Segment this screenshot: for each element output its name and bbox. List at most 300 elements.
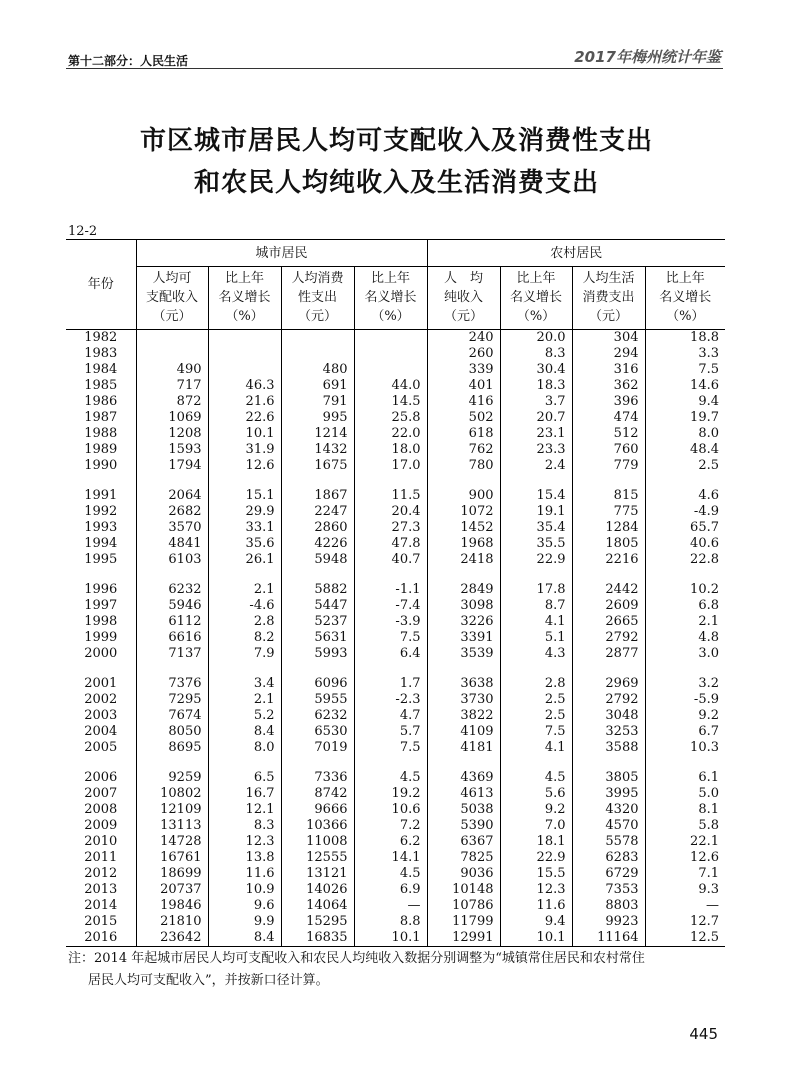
year-cell: 2013 [84,882,118,897]
column-header-line: 比上年 [516,271,556,286]
table-cell: 1593 [136,442,208,458]
table-cell: 10148 [427,882,500,898]
table-cell: 7.5 [500,724,572,740]
table-cell: 5882 [281,582,354,598]
table-cell: 12.7 [645,914,725,930]
table-row [66,818,725,834]
column-header [572,267,645,330]
yearbook-title: 2017年梅州统计年鉴 [574,48,721,66]
table-cell: 3822 [427,708,500,724]
year-cell: 1996 [84,582,118,597]
table-cell: 5631 [281,630,354,646]
table-cell: 13121 [281,866,354,882]
header-rule [66,68,723,69]
table-cell: 762 [427,442,500,458]
table-cell: 12.6 [645,850,725,866]
table-cell: 7.5 [354,630,427,646]
column-header-line: 人均消费 [291,271,344,286]
table-row [66,786,725,802]
column-header-line: 消费支出 [582,290,635,305]
column-header-line: 人均可 [152,271,192,286]
year-cell: 2016 [66,930,136,947]
column-header [281,267,354,330]
table-row [66,488,725,504]
year-cell: 2009 [84,818,118,833]
table-cell: 2.5 [500,692,572,708]
table-cell: 22.6 [208,410,281,426]
table-cell [208,330,281,347]
year-cell: 1988 [84,426,118,441]
table-cell: 7.2 [354,818,427,834]
table-cell: 1968 [427,536,500,552]
table-cell: 9259 [136,770,208,786]
table-cell: 4570 [572,818,645,834]
table-cell: 40.6 [645,536,725,552]
year-cell: 1990 [84,458,118,473]
page-title-line2: 和农民人均纯收入及生活消费支出 [193,168,599,198]
column-header-line: （%） [516,309,556,324]
table-cell: 7.0 [500,818,572,834]
table-cell: 6232 [136,582,208,598]
table-cell: 47.8 [354,536,427,552]
table-cell: 9.2 [500,802,572,818]
table-cell: 65.7 [645,520,725,536]
group-spacer [66,662,725,676]
column-header-line: （%） [371,309,410,324]
table-cell: 6283 [572,850,645,866]
table-cell: 480 [281,362,354,378]
table-cell: 26.1 [208,552,281,568]
year-cell: 1984 [84,362,118,377]
table-cell: 2064 [136,488,208,504]
table-cell: 12.3 [500,882,572,898]
table-cell: 11.5 [354,488,427,504]
table-cell: 396 [572,394,645,410]
table-cell: 5.6 [500,786,572,802]
table-cell: 3.0 [645,646,725,662]
table-cell: 7376 [136,676,208,692]
year-cell: 1986 [84,394,118,409]
table-cell: 3995 [572,786,645,802]
table-cell: 3253 [572,724,645,740]
year-cell: 1994 [84,536,118,551]
year-header: 年份 [66,240,136,330]
table-row [66,898,725,914]
table-cell [354,346,427,362]
table-row [66,676,725,692]
table-cell: 9.6 [208,898,281,914]
table-cell: 7.1 [645,866,725,882]
year-cell: 2011 [84,850,118,865]
table-cell: 18.0 [354,442,427,458]
year-cell: 1983 [84,346,118,361]
table-cell: 4.8 [645,630,725,646]
table-cell: 3539 [427,646,500,662]
column-header [208,267,281,330]
year-cell: 2001 [84,676,118,691]
table-cell: 12.5 [645,930,725,947]
table-cell: 6.7 [645,724,725,740]
table-cell: 8.8 [354,914,427,930]
table-cell: 6.4 [354,646,427,662]
table-cell: 11.6 [208,866,281,882]
table-row [66,346,725,362]
table-cell: 14026 [281,882,354,898]
year-cell: 2002 [84,692,118,707]
year-cell: 1995 [84,552,118,567]
page-number: 445 [689,1025,718,1043]
table-cell: 401 [427,378,500,394]
year-cell: 1982 [84,330,118,345]
table-cell: 7295 [136,692,208,708]
table-cell: 5946 [136,598,208,614]
table-cell: 3.2 [645,676,725,692]
table-cell: 15.1 [208,488,281,504]
column-header-line: 比上年 [665,271,705,286]
table-cell: 7825 [427,850,500,866]
table-cell: 23.3 [500,442,572,458]
table-cell: 502 [427,410,500,426]
table-cell: 872 [136,394,208,410]
table-cell: 10.1 [500,930,572,947]
table-cell: 791 [281,394,354,410]
table-cell [354,330,427,347]
table-cell: — [354,898,427,914]
table-row [66,708,725,724]
table-cell: 11008 [281,834,354,850]
table-cell: 339 [427,362,500,378]
table-cell: 1208 [136,426,208,442]
table-cell: 4613 [427,786,500,802]
table-cell: 7.5 [354,740,427,756]
table-cell: 8.3 [500,346,572,362]
table-cell: 15.5 [500,866,572,882]
table-cell: 1284 [572,520,645,536]
table-cell: 4369 [427,770,500,786]
table-cell: 11.6 [500,898,572,914]
table-row [66,504,725,520]
table-cell: 4.5 [354,770,427,786]
rural-group-header: 农村居民 [427,240,725,267]
table-cell: 9036 [427,866,500,882]
table-row [66,834,725,850]
table-cell: 5993 [281,646,354,662]
table-cell: 5955 [281,692,354,708]
table-cell: 8.4 [208,930,281,947]
table-cell: 4.3 [500,646,572,662]
table-cell: 6.2 [354,834,427,850]
column-header-line: 比上年 [224,271,264,286]
table-cell: 5237 [281,614,354,630]
column-header [354,267,427,330]
table-number: 12-2 [68,224,98,239]
table-cell: 27.3 [354,520,427,536]
table-cell: 8050 [136,724,208,740]
column-header [645,267,725,330]
table-cell: 5.7 [354,724,427,740]
group-spacer [66,756,725,770]
table-cell: 4320 [572,802,645,818]
table-row [66,536,725,552]
table-row [66,362,725,378]
table-cell: 2.4 [500,458,572,474]
table-cell [136,346,208,362]
table-cell: 2792 [572,692,645,708]
table-cell: 4181 [427,740,500,756]
table-cell: 14.5 [354,394,427,410]
table-cell: 21.6 [208,394,281,410]
table-cell: 46.3 [208,378,281,394]
table-cell: 10.6 [354,802,427,818]
table-cell: 474 [572,410,645,426]
table-cell: 7137 [136,646,208,662]
table-cell: 815 [572,488,645,504]
year-cell: 2004 [84,724,118,739]
table-cell: 2.8 [500,676,572,692]
table-cell: 10.9 [208,882,281,898]
table-cell: 18699 [136,866,208,882]
table-row [66,930,725,947]
table-cell: 6096 [281,676,354,692]
table-cell: 12.6 [208,458,281,474]
year-cell: 1999 [84,630,118,645]
table-cell: 416 [427,394,500,410]
year-cell: 1989 [84,442,118,457]
table-row [66,552,725,568]
table-cell: 23642 [136,930,208,947]
table-cell: 3588 [572,740,645,756]
table-cell: 2860 [281,520,354,536]
table-row [66,330,725,347]
table-row [66,866,725,882]
table-cell: 18.3 [500,378,572,394]
table-cell: 9.4 [645,394,725,410]
table-cell: -4.6 [208,598,281,614]
table-cell: 11799 [427,914,500,930]
table-cell: 1675 [281,458,354,474]
table-cell: 3391 [427,630,500,646]
table-cell: 6.1 [645,770,725,786]
table-cell: 717 [136,378,208,394]
table-cell: 2969 [572,676,645,692]
table-cell: 2792 [572,630,645,646]
table-row [66,630,725,646]
table-row [66,378,725,394]
table-cell: 2877 [572,646,645,662]
table-cell: 19.2 [354,786,427,802]
column-header-line: 名义增长 [509,290,562,305]
year-cell: 1987 [84,410,118,425]
table-cell: 1794 [136,458,208,474]
table-cell: 6232 [281,708,354,724]
year-cell: 2015 [84,914,118,929]
table-cell: 1432 [281,442,354,458]
table-cell: 12555 [281,850,354,866]
year-cell: 1991 [84,488,118,503]
table-cell: 18.8 [645,330,725,347]
table-cell: 16835 [281,930,354,947]
table-cell: 7336 [281,770,354,786]
table-cell: 9.9 [208,914,281,930]
year-cell: 2010 [84,834,118,849]
table-cell: 17.8 [500,582,572,598]
table-cell: 48.4 [645,442,725,458]
table-cell: 5447 [281,598,354,614]
table-cell: 17.0 [354,458,427,474]
table-cell: 23.1 [500,426,572,442]
table-cell: 3805 [572,770,645,786]
income-expenditure-table [66,239,725,947]
table-cell: 260 [427,346,500,362]
table-cell: 33.1 [208,520,281,536]
table-cell: 2.1 [208,582,281,598]
table-cell: 30.4 [500,362,572,378]
table-cell: 8.4 [208,724,281,740]
table-cell: 2609 [572,598,645,614]
column-header-line: 名义增长 [218,290,271,305]
table-cell: 2418 [427,552,500,568]
table-cell: 22.9 [500,552,572,568]
table-cell: 5.0 [645,786,725,802]
table-cell: 1.7 [354,676,427,692]
table-cell: 4.6 [645,488,725,504]
table-cell: 8.7 [500,598,572,614]
table-row [66,598,725,614]
table-cell: 618 [427,426,500,442]
year-cell: 2006 [84,770,118,785]
table-row [66,410,725,426]
table-cell: 9.2 [645,708,725,724]
column-header-line: 人均生活 [582,271,635,286]
page-title-line1: 市区城市居民人均可支配收入及消费性支出 [139,126,653,156]
table-cell: 6.9 [354,882,427,898]
table-cell: 2.1 [645,614,725,630]
column-header-line: （元） [297,309,337,324]
table-cell [281,346,354,362]
column-header-line: 纯收入 [443,290,483,305]
table-cell: 6729 [572,866,645,882]
year-cell: 1993 [84,520,118,535]
table-cell: 5.2 [208,708,281,724]
year-cell: 1997 [84,598,118,613]
table-cell: -1.1 [354,582,427,598]
column-header [136,267,208,330]
year-cell: 2000 [84,646,118,661]
table-cell: 2.1 [208,692,281,708]
table-cell: 12.3 [208,834,281,850]
table-row [66,692,725,708]
table-cell: 2.5 [645,458,725,474]
table-cell: 9.3 [645,882,725,898]
table-cell: 900 [427,488,500,504]
table-row [66,520,725,536]
table-cell: 490 [136,362,208,378]
table-cell: 4.5 [500,770,572,786]
table-cell: 9923 [572,914,645,930]
table-cell: 6367 [427,834,500,850]
table-cell: 22.8 [645,552,725,568]
table-cell: 3.3 [645,346,725,362]
table-cell [354,362,427,378]
table-cell: 20737 [136,882,208,898]
table-cell: 4.5 [354,866,427,882]
table-cell: 13.8 [208,850,281,866]
table-cell: 2.5 [500,708,572,724]
table-cell: 14064 [281,898,354,914]
table-cell: 10.1 [354,930,427,947]
table-cell: 4226 [281,536,354,552]
column-header [427,267,500,330]
urban-group-header: 城市居民 [136,240,427,267]
table-cell: 3.7 [500,394,572,410]
table-cell: 15295 [281,914,354,930]
table-cell: 10.3 [645,740,725,756]
table-cell: 2.8 [208,614,281,630]
table-cell: 775 [572,504,645,520]
table-cell: 5948 [281,552,354,568]
column-header-line: （%） [225,309,264,324]
table-row [66,646,725,662]
table-cell: — [645,898,725,914]
table-row [66,458,725,474]
column-header-line: 人 均 [443,271,483,286]
table-cell: 2849 [427,582,500,598]
column-header-line: 比上年 [370,271,410,286]
table-cell: 8695 [136,740,208,756]
group-spacer [66,474,725,488]
table-cell: 10366 [281,818,354,834]
table-cell: 2682 [136,504,208,520]
table-cell: 31.9 [208,442,281,458]
table-cell: 10.1 [208,426,281,442]
year-cell: 2003 [84,708,118,723]
table-row [66,442,725,458]
table-row [66,850,725,866]
table-row [66,394,725,410]
table-cell: 2247 [281,504,354,520]
table-cell: 2442 [572,582,645,598]
table-cell: 4841 [136,536,208,552]
table-cell: 7019 [281,740,354,756]
table-cell: 6.5 [208,770,281,786]
table-cell: 8.1 [645,802,725,818]
column-header-line: （元） [588,309,628,324]
table-cell: 8.0 [208,740,281,756]
table-cell: 14.6 [645,378,725,394]
table-cell: 1214 [281,426,354,442]
table-cell: 240 [427,330,500,347]
table-cell: 19.1 [500,504,572,520]
table-cell: 20.0 [500,330,572,347]
table-cell: 16.7 [208,786,281,802]
table-cell [208,346,281,362]
table-cell: 20.4 [354,504,427,520]
table-cell: 304 [572,330,645,347]
column-header-line: （元） [152,309,192,324]
table-cell: 5.1 [500,630,572,646]
table-cell: 35.6 [208,536,281,552]
table-cell: 3730 [427,692,500,708]
table-cell: 760 [572,442,645,458]
table-cell: 3.4 [208,676,281,692]
table-cell [136,330,208,347]
table-cell: 35.5 [500,536,572,552]
table-cell: 40.7 [354,552,427,568]
table-cell: 11164 [572,930,645,947]
table-cell: 6.8 [645,598,725,614]
table-cell: 7.9 [208,646,281,662]
table-cell: 9.4 [500,914,572,930]
